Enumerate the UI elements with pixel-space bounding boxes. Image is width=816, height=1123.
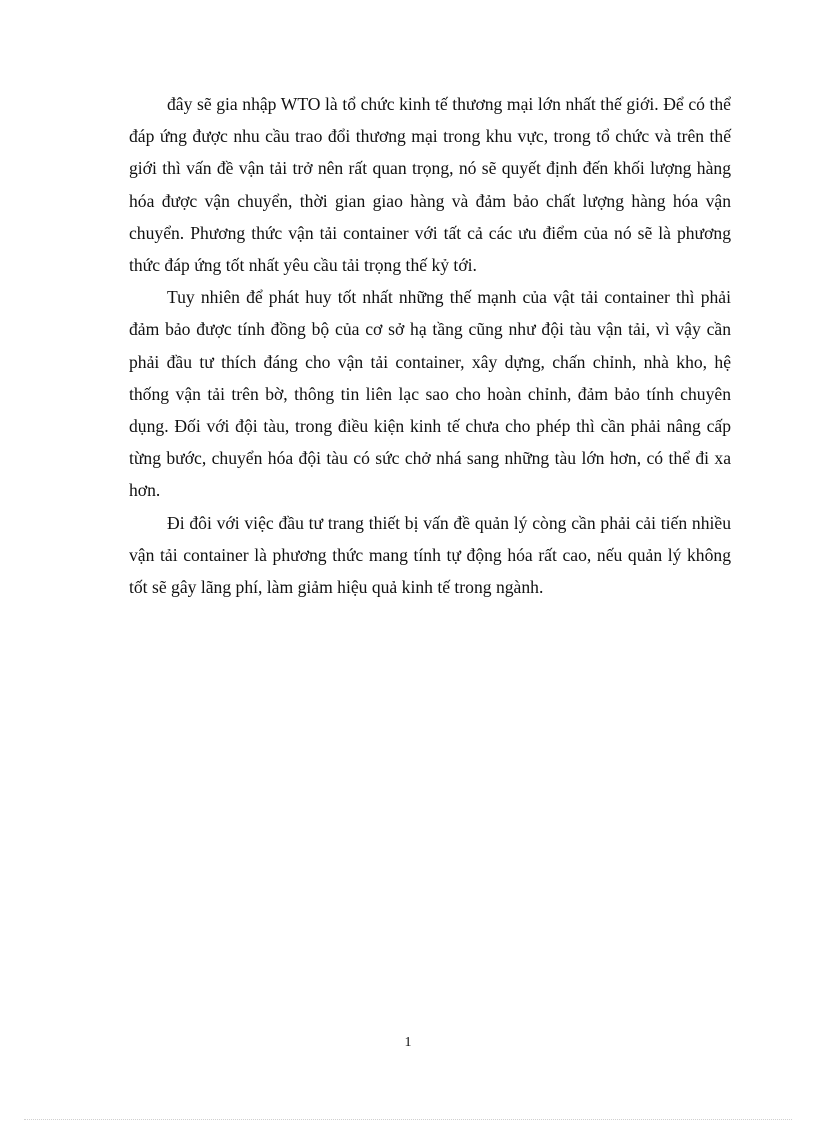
page-number: 1 bbox=[404, 1035, 412, 1050]
page-bottom-divider bbox=[24, 1119, 792, 1120]
document-body bbox=[129, 88, 731, 603]
paragraph-1: đây sẽ gia nhập WTO là tổ chức kinh tế thương mại lớn nhất thế giới. Để có thể đáp ứng được nhu cầu trao đổi thương mại trong khu vực, trong tổ chức và trên thế giới thì vấn đề vận tải trở nên rất quan trọng, nó sẽ quyết định đến khối lượng hàng hóa được vận chuyển, thời gian giao hàng và đảm bảo chất lượng hàng hóa vận chuyển. Phương thức vận tải container với tất cả các ưu điểm của nó sẽ là phương thức đáp ứng tốt nhất yêu cầu tải trọng thế kỷ tới. bbox=[129, 94, 731, 276]
paragraph-3: Đi đôi với việc đầu tư trang thiết bị vấn đề quản lý còng cần phải cải tiến nhiều vận tải container là phương thức mang tính tự động hóa rất cao, nếu quản lý không tốt sẽ gây lãng phí, làm giảm hiệu quả kinh tế trong ngành. bbox=[129, 512, 731, 598]
paragraph-2: Tuy nhiên để phát huy tốt nhất những thế mạnh của vật tải container thì phải đảm bảo được tính đồng bộ của cơ sở hạ tầng cũng như đội tàu vận tải, vì vậy cần phải đầu tư thích đáng cho vận tải container, xây dựng, chấn chỉnh, nhà kho, hệ thống vận tải trên bờ, thông tin liên lạc sao cho hoàn chỉnh, đảm bảo tính chuyên dụng. Đối với đội tàu, trong điều kiện kinh tế chưa cho phép thì cần phải nâng cấp từng bước, chuyển hóa đội tàu có sức chở nhá sang những tàu lớn hơn, có thể đi xa hơn. bbox=[129, 287, 731, 501]
